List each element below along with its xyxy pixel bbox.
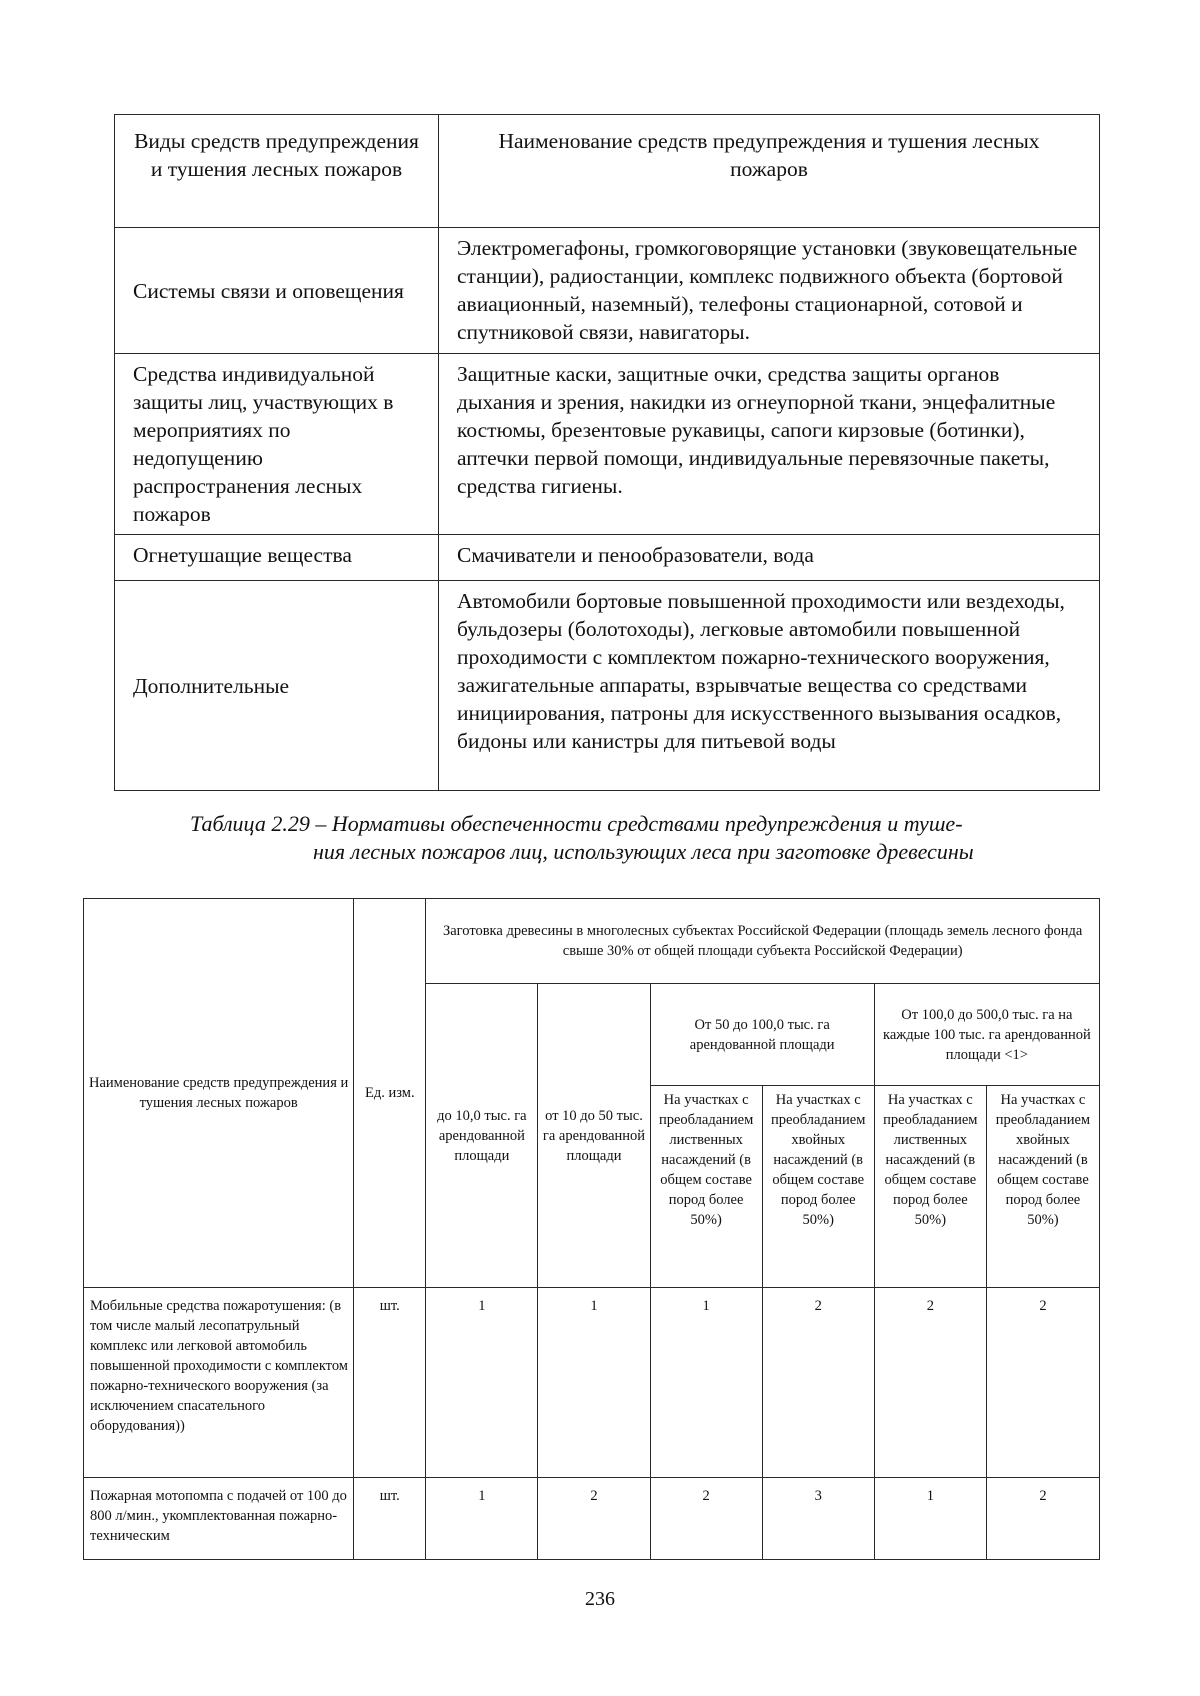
row-value-cell: 1	[650, 1288, 762, 1478]
header-cell-names: Наименование средств предупреждения и тушения лесных пожаров	[439, 115, 1100, 228]
row-type-cell: Дополнительные	[115, 581, 439, 791]
header-col-d: От 100,0 до 500,0 тыс. га на каждые 100 тыс. га арендованной площади <1>	[874, 984, 1099, 1086]
row-value-cell: 2	[874, 1288, 986, 1478]
header-row-1	[84, 899, 1100, 984]
table-caption	[190, 810, 1090, 866]
table-row	[115, 581, 1100, 791]
caption-line-2: ния лесных пожаров лиц, использующих леса при заготовке древесины	[313, 839, 974, 864]
row-type-cell: Средства индивидуальной защиты лиц, участвующих в мероприятиях по недопущению распространения лесных пожаров	[115, 354, 439, 535]
caption-line-1: Таблица 2.29 – Нормативы обеспеченности средствами предупреждения и туше-	[190, 811, 963, 836]
header-col-b: от 10 до 50 тыс. га арендованной площади	[538, 984, 650, 1288]
row-name-cell: Пожарная мотопомпа с подачей от 100 до 800 л/мин., укомплектованная пожарно-техническим	[84, 1478, 354, 1560]
fire-means-table	[114, 114, 1100, 791]
row-value-cell: 1	[426, 1288, 538, 1478]
row-value-cell: 2	[538, 1478, 650, 1560]
row-value-cell: 1	[426, 1478, 538, 1560]
row-unit-cell: шт.	[354, 1478, 426, 1560]
row-value-cell: 1	[874, 1478, 986, 1560]
header-sub-deciduous: На участках с преобладанием лиственных насаждений (в общем составе пород более 50%)	[650, 1086, 762, 1288]
table-row	[84, 1478, 1100, 1560]
row-value-cell: 2	[986, 1478, 1099, 1560]
table-row	[115, 354, 1100, 535]
row-name-cell: Мобильные средства пожаротушения: (в том числе малый лесопатрульный комплекс или легковой автомобиль повышенной проходимости с комплектом пожарно-технического вооружения (за исключением спасательного оборудования))	[84, 1288, 354, 1478]
header-name-cell: Наименование средств предупреждения и тушения лесных пожаров	[84, 899, 354, 1288]
row-unit-cell: шт.	[354, 1288, 426, 1478]
row-value-cell: 2	[762, 1288, 874, 1478]
row-value-cell: 1	[538, 1288, 650, 1478]
row-value-cell: 3	[762, 1478, 874, 1560]
table-row	[115, 535, 1100, 581]
header-group-cell: Заготовка древесины в многолесных субъектах Российской Федерации (площадь земель лесного фонда свыше 30% от общей площади субъекта Российской Федерации)	[426, 899, 1100, 984]
table-row	[84, 1288, 1100, 1478]
header-unit-cell: Ед. изм.	[354, 899, 426, 1288]
norms-table	[83, 898, 1100, 1560]
page-number: 236	[585, 1588, 615, 1610]
row-type-cell: Огнетушащие вещества	[115, 535, 439, 581]
row-names-cell: Защитные каски, защитные очки, средства защиты органов дыхания и зрения, накидки из огнеупорной ткани, энцефалитные костюмы, брезентовые рукавицы, сапоги кирзовые (ботинки), аптечки первой помощи, индивидуальные перевязочные пакеты, средства гигиены.	[439, 354, 1100, 535]
header-sub-deciduous: На участках с преобладанием лиственных насаждений (в общем составе пород более 50%)	[874, 1086, 986, 1288]
row-type-cell: Системы связи и оповещения	[115, 228, 439, 354]
row-value-cell: 2	[650, 1478, 762, 1560]
header-cell-types: Виды средств предупреждения и тушения лесных пожаров	[115, 115, 439, 228]
table-row	[115, 228, 1100, 354]
table-header-row	[115, 115, 1100, 228]
header-sub-coniferous: На участках с преобладанием хвойных насаждений (в общем составе пород более 50%)	[986, 1086, 1099, 1288]
row-value-cell: 2	[986, 1288, 1099, 1478]
row-names-cell: Электромегафоны, громкоговорящие установки (звуковещательные станции), радиостанции, комплекс подвижного объекта (бортовой авиационный, наземный), телефоны стационарной, сотовой и спутниковой связи, навигаторы.	[439, 228, 1100, 354]
header-sub-coniferous: На участках с преобладанием хвойных насаждений (в общем составе пород более 50%)	[762, 1086, 874, 1288]
header-col-a: до 10,0 тыс. га арендованной площади	[426, 984, 538, 1288]
header-col-c: От 50 до 100,0 тыс. га арендованной площади	[650, 984, 874, 1086]
row-names-cell: Смачиватели и пенообразователи, вода	[439, 535, 1100, 581]
row-names-cell: Автомобили бортовые повышенной проходимости или вездеходы, бульдозеры (болотоходы), легковые автомобили повышенной проходимости с комплектом пожарно-технического вооружения, зажигательные аппараты, взрывчатые вещества со средствами инициирования, патроны для искусственного вызывания осадков, бидоны или канистры для питьевой воды	[439, 581, 1100, 791]
